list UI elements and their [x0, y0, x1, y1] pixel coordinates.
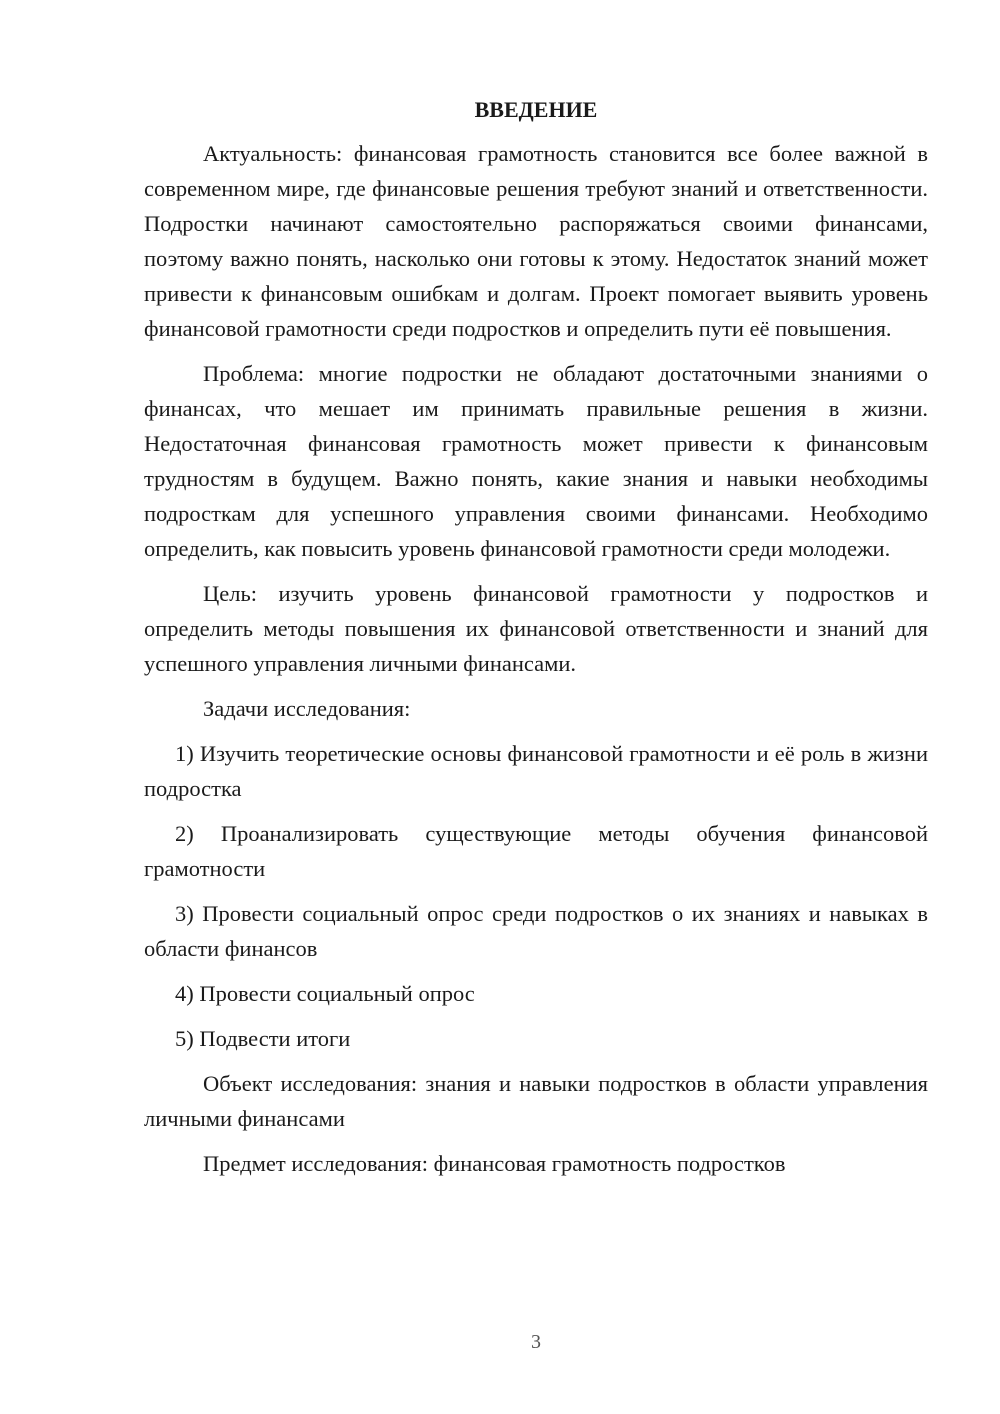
paragraph-relevance: Актуальность: финансовая грамотность становится все более важной в современном мире, где финансовые решения требуют знаний и ответственности. Подростки начинают самостоятельно распоряжаться своими финансами, поэтому важно понять, насколько они готовы к этому. Недостаток знаний может привести к финансовым ошибкам и долгам. Проект помогает выявить уровень финансовой грамотности среди подростков и определить пути её повышения.	[144, 141, 928, 341]
task-item-2: 2) Проанализировать существующие методы обучения финансовой грамотности	[144, 821, 928, 881]
paragraph-goal: Цель: изучить уровень финансовой грамотности у подростков и определить методы повышения их финансовой ответственности и знаний для успешного управления личными финансами.	[144, 581, 928, 676]
task-item-5: 5) Подвести итоги	[175, 1026, 351, 1051]
paragraph-tasks-heading: Задачи исследования:	[203, 696, 411, 721]
paragraph-subject: Предмет исследования: финансовая грамотность подростков	[203, 1151, 786, 1176]
page-content	[144, 92, 928, 1191]
paragraph-problem: Проблема: многие подростки не обладают достаточными знаниями о финансах, что мешает им принимать правильные решения в жизни. Недостаточная финансовая грамотность может привести к финансовым трудностям в будущем. Важно понять, какие знания и навыки необходимы подросткам для успешного управления своими финансами. Необходимо определить, как повысить уровень финансовой грамотности среди молодежи.	[144, 361, 928, 561]
task-item-1: 1) Изучить теоретические основы финансовой грамотности и её роль в жизни подростка	[144, 741, 928, 801]
section-title: ВВЕДЕНИЕ	[474, 97, 598, 122]
task-item-4: 4) Провести социальный опрос	[175, 981, 475, 1006]
paragraph-object: Объект исследования: знания и навыки подростков в области управления личными финансами	[144, 1071, 928, 1131]
page-number: 3	[531, 1331, 541, 1353]
task-item-3: 3) Провести социальный опрос среди подростков о их знаниях и навыках в области финансов	[144, 901, 928, 961]
